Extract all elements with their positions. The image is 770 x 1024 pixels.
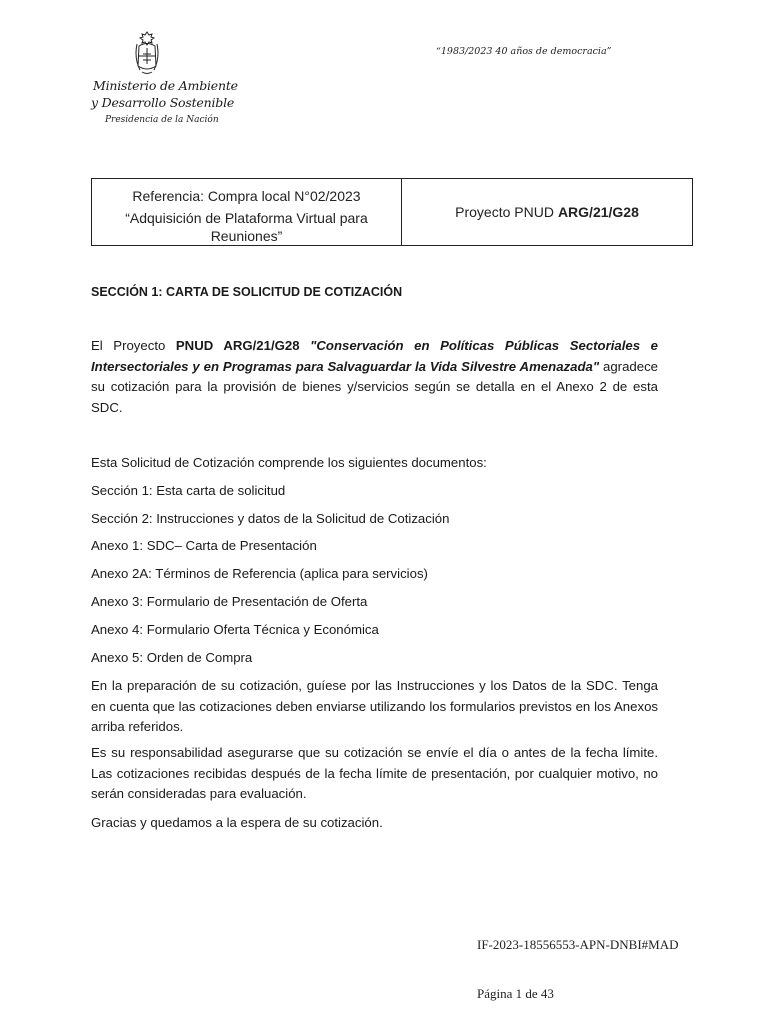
intro-project-title: "Conservación en Políticas Públicas Sectoriales e Intersectoriales y en Programas para Salvaguardar la Vida Silvestre Amenazada" — [91, 338, 658, 374]
project-code: ARG/21/G28 — [557, 204, 639, 220]
deadline-paragraph: Es su responsabilidad asegurarse que su cotización se envíe el día o antes de la fecha límite. Las cotizaciones recibidas después de la fecha límite de presentación, por cualquier motivo, no serán consideradas para evaluación. — [91, 745, 658, 801]
page-number: Página 1 de 43 — [477, 986, 554, 1001]
list-item: Anexo 1: SDC– Carta de Presentación — [91, 538, 317, 554]
intro-prefix: El Proyecto — [91, 338, 176, 353]
list-item: Sección 1: Esta carta de solicitud — [91, 482, 286, 498]
header-motto: “1983/2023 40 años de democracia” — [436, 46, 612, 57]
ministry-logo — [88, 30, 238, 130]
list-item: Sección 2: Instrucciones y datos de la Solicitud de Cotización — [91, 510, 450, 526]
list-item: Anexo 5: Orden de Compra — [91, 649, 253, 665]
ministry-name-line2: y Desarrollo Sostenible — [91, 95, 235, 110]
intro-rest: agradece su cotización para la provisión de bienes y/servicios según se detalla en el Anexo 2 de esta SDC. — [91, 358, 659, 415]
presidency-label: Presidencia de la Nación — [105, 115, 219, 125]
list-item: Esta Solicitud de Cotización comprende los siguientes documentos: — [91, 455, 487, 470]
intro-paragraph — [91, 336, 658, 418]
instructions-paragraph: En la preparación de su cotización, guíese por las Instrucciones y los Datos de la SDC. Tenga en cuenta que las cotizaciones deben enviarse utilizando los formularios previstos en los Anexos arriba referidos. — [91, 678, 658, 734]
project-prefix: Proyecto PNUD — [455, 204, 554, 220]
list-item: Anexo 4: Formulario Oferta Técnica y Económica — [91, 621, 379, 637]
document-id: IF-2023-18556553-APN-DNBI#MAD — [477, 937, 679, 952]
project-cell — [402, 179, 692, 245]
closing-paragraph: Gracias y quedamos a la espera de su cotización. — [91, 815, 383, 830]
reference-table — [91, 178, 693, 246]
list-item: Anexo 2A: Términos de Referencia (aplica para servicios) — [91, 566, 428, 582]
section-title: SECCIÓN 1: CARTA DE SOLICITUD DE COTIZACIÓN — [91, 285, 403, 299]
ministry-name-line1: Ministerio de Ambiente — [93, 78, 238, 93]
national-crest-icon — [134, 30, 160, 76]
documents-list — [91, 453, 658, 675]
reference-line: Referencia: Compra local N°02/2023 — [132, 188, 361, 204]
list-item: Anexo 3: Formulario de Presentación de Oferta — [91, 593, 368, 609]
reference-cell — [92, 179, 402, 245]
reference-subject: “Adquisición de Plataforma Virtual para Reuniones” — [125, 210, 368, 244]
intro-project: PNUD ARG/21/G28 — [175, 338, 300, 353]
